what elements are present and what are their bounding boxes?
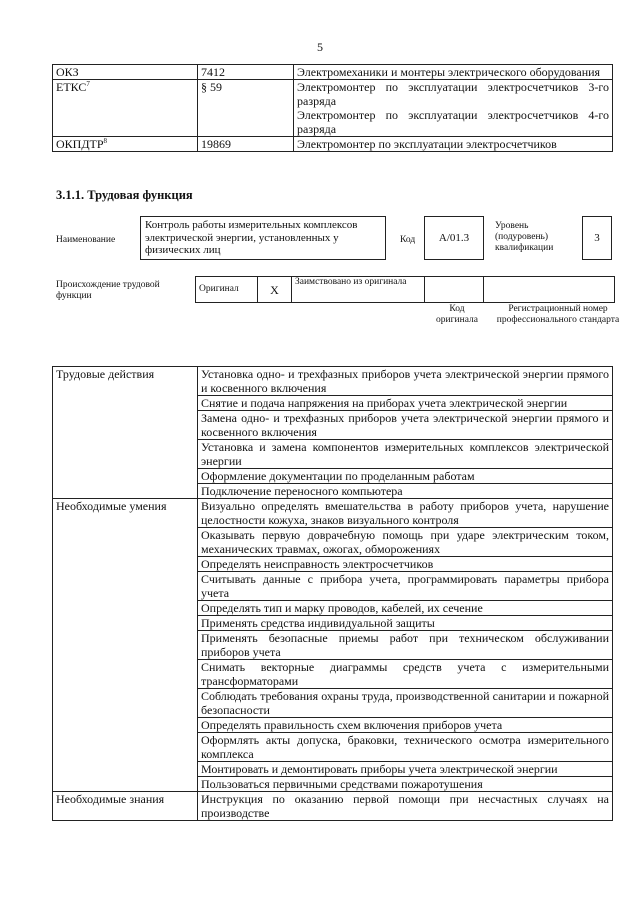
occupation-name: Электромонтер по эксплуатации электросчетчиков (297, 137, 557, 151)
competency-item: Установка и замена компонентов измерительных комплексов электрической энергии (198, 440, 613, 469)
competency-item: Монтировать и демонтировать приборы учета электрической энергии (198, 762, 613, 777)
code-caption: Код оригинала (436, 304, 478, 325)
competency-item: Применять безопасные приемы работ при техническом обслуживании приборов учета (198, 631, 613, 660)
competency-item: Применять средства индивидуальной защиты (198, 616, 613, 631)
occupation-name: Электромонтер по эксплуатации электросчетчиков 3-го разряда (297, 80, 609, 108)
classification-row (53, 80, 613, 137)
name-label: Наименование (56, 235, 116, 245)
classification-row (53, 65, 613, 80)
competency-item: Подключение переносного компьютера (198, 484, 613, 499)
competency-item: Установка одно- и трехфазных приборов учета электрической энергии прямого и косвенного включения (198, 367, 613, 396)
origin-label: Происхождение трудовой функции (56, 280, 160, 301)
level-box (582, 216, 612, 260)
original-label: Оригинал (196, 277, 258, 303)
competency-row (53, 792, 613, 821)
competency-item: Инструкция по оказанию первой помощи при несчастных случаях на производстве (198, 792, 613, 821)
competency-item: Соблюдать требования охраны труда, производственной санитарии и пожарной безопасности (198, 689, 613, 718)
classifier-code-text: ОКЗ (56, 65, 79, 79)
competency-row (53, 499, 613, 528)
group-title: Трудовые действия (53, 367, 198, 499)
occupation-name: Электромонтер по эксплуатации электросчетчиков 4-го разряда (297, 108, 609, 136)
competency-item: Визуально определять вмешательства в работу приборов учета, нарушение целостности кожуха, знаков визуального контроля (198, 499, 613, 528)
level-label: Уровень (подуровень) квалификации (495, 221, 554, 253)
level-value: 3 (594, 232, 600, 244)
competency-item: Снятие и подача напряжения на приборах учета электрической энергии (198, 396, 613, 411)
borrowed-label: Заимствовано из оригинала (292, 277, 425, 303)
section-title: 3.1.1. Трудовая функция (56, 188, 193, 202)
classifier-number: 7412 (198, 65, 294, 80)
function-name-box (140, 216, 386, 260)
competency-item: Определять правильность схем включения приборов учета (198, 718, 613, 733)
classifier-names (294, 80, 613, 137)
original-mark: X (258, 277, 292, 303)
group-title: Необходимые знания (53, 792, 198, 821)
classifier-number: 19869 (198, 137, 294, 152)
competency-item: Пользоваться первичными средствами пожаротушения (198, 777, 613, 792)
classification-table (52, 64, 613, 152)
competency-item: Замена одно- и трехфазных приборов учета электрической энергии прямого и косвенного включения (198, 411, 613, 440)
classifier-code (53, 80, 198, 137)
competency-item: Считывать данные с прибора учета, программировать параметры прибора учета (198, 572, 613, 601)
competency-item: Определять неисправность электросчетчиков (198, 557, 613, 572)
competency-item: Оформление документации по проделанным работам (198, 469, 613, 484)
page-number: 5 (317, 40, 323, 54)
footnote-ref: 8 (103, 137, 108, 145)
code-label: Код (400, 235, 416, 245)
competency-item: Оформлять акты допуска, браковки, технического осмотра измерительного комплекса (198, 733, 613, 762)
code-value: А/01.3 (438, 232, 470, 244)
classifier-code-text: ЕТКС (56, 80, 87, 94)
competency-row (53, 367, 613, 396)
function-name: Контроль работы измерительных комплексов электрической энергии, установленных у физических лиц (145, 219, 358, 256)
classifier-names (294, 65, 613, 80)
classifier-number: § 59 (198, 80, 294, 137)
competency-item: Определять тип и марку проводов, кабелей, их сечение (198, 601, 613, 616)
code-box (424, 216, 484, 260)
group-title: Необходимые умения (53, 499, 198, 792)
original-code-cell (425, 277, 484, 303)
classifier-code (53, 65, 198, 80)
reg-number-cell (484, 277, 615, 303)
classifier-names (294, 137, 613, 152)
classifier-code (53, 137, 198, 152)
occupation-name: Электромеханики и монтеры электрического оборудования (297, 65, 601, 79)
classifier-code-text: ОКПДТР (56, 137, 104, 151)
competency-item: Оказывать первую доврачебную помощь при ударе электрическим током, механических травмах, ожогах, обморожениях (198, 528, 613, 557)
classification-row (53, 137, 613, 152)
competency-item: Снимать векторные диаграммы средств учета с измерительными трансформаторами (198, 660, 613, 689)
origin-table (195, 276, 615, 303)
competency-table (52, 366, 613, 821)
reg-caption: Регистрационный номер профессионального стандарта (496, 304, 620, 325)
footnote-ref: 7 (86, 80, 90, 88)
